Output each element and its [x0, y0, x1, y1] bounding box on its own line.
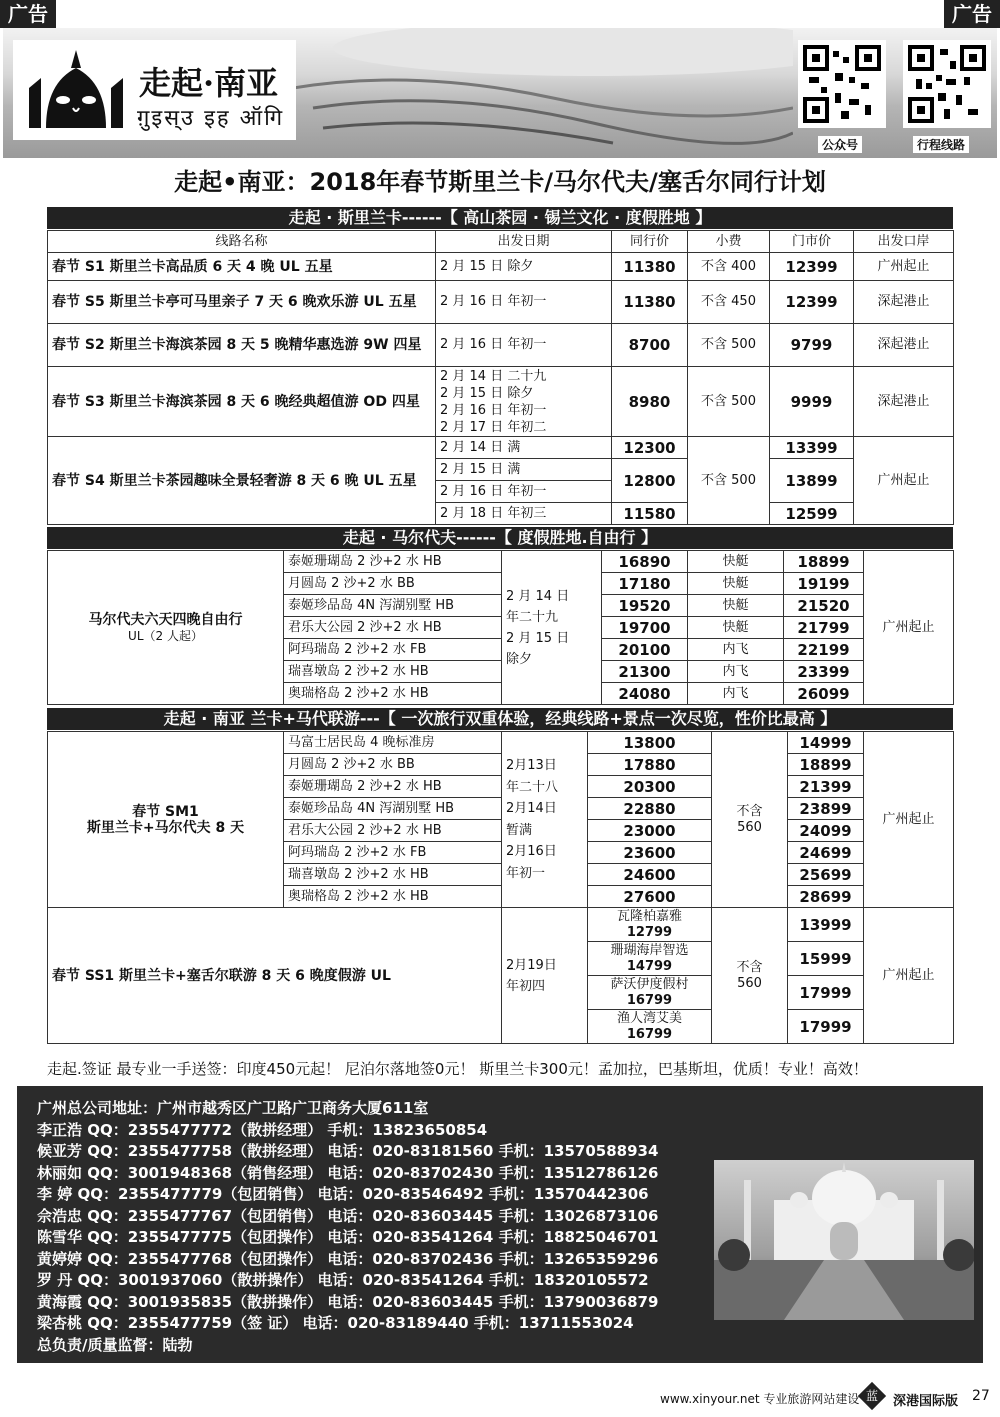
peer-price: 12800 [612, 459, 688, 503]
route-name: 春节 S5 斯里兰卡亭可马里亲子 7 天 6 晚欢乐游 UL 五星 [48, 281, 436, 324]
tip-line: 不含 [736, 959, 763, 975]
date-line: 年初四 [506, 978, 546, 994]
route-name: 春节 S4 斯里兰卡茶园趣味全景轻奢游 8 天 6 晚 UL 五星 [48, 437, 436, 525]
qr-caption-official: 公众号 [818, 136, 862, 153]
column-header: 小费 [688, 231, 770, 253]
qr-code-icon [801, 43, 883, 125]
date-line: 2月16日 [506, 844, 557, 859]
route-name: 春节 S2 斯里兰卡海滨茶园 8 天 5 晚精华惠选游 9W 四星 [48, 324, 436, 367]
qr-caption-routes: 行程线路 [913, 136, 969, 153]
retail-price: 13999 [788, 908, 864, 942]
ad-label-left: 广告 [0, 0, 56, 28]
tip-line: 560 [737, 819, 762, 835]
retail-price: 25699 [788, 864, 864, 886]
departure-date: 2 月 15 日 除夕 [436, 253, 612, 281]
visa-notice: 走起.签证 最专业一手送签：印度450元起！ 尼泊尔落地签0元！ 斯里兰卡300元！孟加拉，巴基斯坦，优质！专业！高效！ [47, 1060, 868, 1078]
contact-person: 李正浩 QQ：2355477772（散拼经理） 手机：13823650854 [37, 1120, 488, 1139]
ad-label-right: 广告 [944, 0, 1000, 28]
island-name: 君乐大公园 2 沙+2 水 HB [284, 820, 502, 842]
section-title-combo: 走起 · 南亚 兰卡+马代联游---【 一次旅行双重体验，经典线路+景点一次尽览，性价比最高 】 [47, 708, 953, 730]
table-row [48, 281, 954, 324]
table-row [48, 732, 954, 754]
departure-date: 2 月 16 日 年初一 [436, 481, 612, 503]
island-name: 泰姬珍品岛 4N 泻湖别墅 HB [284, 595, 502, 617]
departure-date: 2 月 14 日 满 [436, 437, 612, 459]
qr-code-official [798, 40, 886, 128]
footer-site: www.xinyour.net 专业旅游网站建设 [660, 1392, 860, 1406]
logo-char: 蓝 [865, 1388, 879, 1403]
contact-panel [17, 1086, 983, 1363]
peer-price: 20100 [602, 639, 688, 661]
retail-price: 23899 [788, 798, 864, 820]
table-row [48, 324, 954, 367]
retail-price: 13899 [770, 459, 854, 503]
date-line: 2 月 17 日 年初二 [440, 419, 547, 435]
date-line: 2 月 14 日 [506, 588, 570, 604]
retail-price: 24699 [788, 842, 864, 864]
departure-dates [502, 732, 588, 908]
supervisor: 总负责/质量监督：陆勃 [37, 1335, 193, 1354]
date-line: 除夕 [506, 651, 533, 667]
contact-person: 李 婷 QQ：2355477779（包团销售） 电话：020-83546492 手机：13570442306 [37, 1185, 649, 1203]
retail-price: 26099 [784, 683, 864, 705]
peer-price: 8700 [612, 324, 688, 367]
island-name: 瑞喜墩岛 2 沙+2 水 HB [284, 864, 502, 886]
table-row [48, 908, 954, 942]
island-name: 马富士居民岛 4 晚标准房 [284, 732, 502, 754]
contact-person: 陈雪华 QQ：2355477775（包团操作） 电话：020-83541264 手机：18825046701 [37, 1228, 659, 1246]
route-name: 春节 S1 斯里兰卡高品质 6 天 4 晚 UL 五星 [48, 253, 436, 281]
island-name: 月圆岛 2 沙+2 水 BB [284, 573, 502, 595]
date-line: 2月13日 [506, 758, 557, 773]
peer-price: 17880 [588, 754, 712, 776]
route-cell [48, 551, 284, 705]
date-line: 年二十九 [506, 609, 559, 625]
hotel-name: 瓦隆柏嘉雅 [616, 908, 682, 924]
table-row [48, 253, 954, 281]
peer-price: 11580 [612, 503, 688, 525]
retail-price: 13399 [770, 437, 854, 459]
departure-date: 2 月 16 日 年初一 [436, 281, 612, 324]
retail-price: 17999 [788, 1010, 864, 1044]
page-title: 走起•南亚：2018年春节斯里兰卡/马尔代夫/塞舌尔同行计划 [174, 168, 826, 196]
peer-price: 23000 [588, 820, 712, 842]
transfer-type: 快艇 [688, 573, 784, 595]
island-name: 阿玛瑞岛 2 沙+2 水 FB [284, 639, 502, 661]
route-name: 春节 S3 斯里兰卡海滨茶园 8 天 6 晚经典超值游 OD 四星 [48, 367, 436, 437]
date-line: 年二十八 [506, 779, 559, 795]
hotel-cell [588, 908, 712, 942]
retail-price: 28699 [788, 886, 864, 908]
qr-code-routes [903, 40, 991, 128]
section-title-srilanka: 走起 · 斯里兰卡------【 高山茶园 · 锡兰文化 · 度假胜地 】 [47, 207, 953, 229]
tip: 不含 500 [688, 367, 770, 437]
transfer-type: 快艇 [688, 595, 784, 617]
island-name: 泰姬珊瑚岛 2 沙+2 水 HB [284, 551, 502, 573]
peer-price: 16890 [602, 551, 688, 573]
retail-price: 9999 [770, 367, 854, 437]
peer-price: 8980 [612, 367, 688, 437]
route-name-line: 斯里兰卡+马尔代夫 8 天 [86, 819, 245, 836]
peer-price: 16799 [626, 1026, 673, 1042]
route-subtitle: UL（2 人起） [128, 628, 203, 643]
column-header: 门市价 [770, 231, 854, 253]
date-line: 2 月 16 日 年初一 [440, 402, 547, 418]
date-line: 暂满 [506, 822, 533, 838]
retail-price: 21799 [784, 617, 864, 639]
retail-price: 17999 [788, 976, 864, 1010]
peer-price: 11380 [612, 281, 688, 324]
hotel-name: 渔人湾艾美 [616, 1010, 682, 1026]
date-line: 2 月 15 日 除夕 [440, 385, 534, 401]
column-header: 出发口岸 [854, 231, 954, 253]
table-header-row [48, 231, 954, 253]
tip: 不含 400 [688, 253, 770, 281]
departure-port: 广州起止 [854, 437, 954, 525]
tip-cell [712, 908, 788, 1044]
retail-price: 14999 [788, 732, 864, 754]
departure-dates [436, 367, 612, 437]
hotel-name: 萨沃伊度假村 [610, 976, 689, 992]
departure-port: 广州起止 [864, 551, 954, 705]
date-line: 2月14日 [506, 801, 557, 816]
departure-port: 深起港止 [854, 324, 954, 367]
footer-edition: 深港国际版 [893, 1394, 959, 1409]
column-header: 线路名称 [48, 231, 436, 253]
retail-price: 21520 [784, 595, 864, 617]
combo-table [47, 731, 954, 1044]
departure-date: 2 月 15 日 满 [436, 459, 612, 481]
island-name: 奥瑞格岛 2 沙+2 水 HB [284, 886, 502, 908]
contact-person: 候亚芳 QQ：2355477758（散拼经理） 电话：020-83181560 手机：13570588934 [37, 1142, 659, 1160]
contact-person: 罗 丹 QQ：3001937060（散拼操作） 电话：020-83541264 手机：18320105572 [37, 1271, 649, 1289]
transfer-type: 快艇 [688, 617, 784, 639]
diamond-logo-icon [858, 1382, 886, 1410]
tip: 不含 500 [688, 324, 770, 367]
hotel-name: 珊瑚海岸智选 [610, 942, 689, 958]
retail-price: 9799 [770, 324, 854, 367]
contact-list [37, 1098, 658, 1356]
island-name: 君乐大公园 2 沙+2 水 HB [284, 617, 502, 639]
route-cell [48, 732, 284, 908]
tip: 不含 500 [688, 437, 770, 525]
retail-price: 22199 [784, 639, 864, 661]
tip-line: 560 [737, 975, 762, 991]
retail-price: 12399 [770, 253, 854, 281]
peer-price: 12799 [626, 924, 673, 940]
date-line: 2 月 15 日 [506, 630, 570, 646]
transfer-type: 内飞 [688, 639, 784, 661]
retail-price: 18899 [788, 754, 864, 776]
peer-price: 11380 [612, 253, 688, 281]
contact-person: 林丽如 QQ：3001948368（销售经理） 电话：020-83702430 手机：13512786126 [37, 1163, 659, 1182]
qr-code-icon [906, 43, 988, 125]
table-row [48, 437, 954, 459]
route-name-line: 春节 SM1 [132, 803, 199, 820]
transfer-type: 内飞 [688, 683, 784, 705]
island-name: 奥瑞格岛 2 沙+2 水 HB [284, 683, 502, 705]
transfer-type: 快艇 [688, 551, 784, 573]
contact-person: 黄婷婷 QQ：2355477768（包团操作） 电话：020-83702436 手机：13265359296 [37, 1249, 659, 1268]
maldives-table [47, 550, 954, 705]
column-header: 出发日期 [436, 231, 612, 253]
peer-price: 19520 [602, 595, 688, 617]
tip-line: 不含 [736, 803, 763, 819]
page-number: 27 [972, 1388, 990, 1404]
brand-subtitle: ग़ुइस्उ इह ऑगि [137, 106, 285, 131]
tip-cell [712, 732, 788, 908]
peer-price: 14799 [626, 958, 673, 974]
hotel-cell [588, 976, 712, 1010]
departure-port: 深起港止 [854, 281, 954, 324]
peer-price: 16799 [626, 992, 673, 1008]
peer-price: 21300 [602, 661, 688, 683]
island-name: 月圆岛 2 沙+2 水 BB [284, 754, 502, 776]
peer-price: 12300 [612, 437, 688, 459]
contact-person: 佘浩忠 QQ：2355477767（包团销售） 电话：020-83603445 手机：13026873106 [37, 1206, 659, 1225]
company-address: 广州总公司地址：广州市越秀区广卫路广卫商务大厦611室 [37, 1099, 429, 1117]
hotel-cell [588, 942, 712, 976]
departure-port: 广州起止 [864, 732, 954, 908]
contact-person: 黄海霞 QQ：3001935835（散拼操作） 电话：020-83603445 手机：13790036879 [37, 1292, 659, 1311]
tip: 不含 450 [688, 281, 770, 324]
departure-dates [502, 551, 602, 705]
section-title-maldives: 走起 · 马尔代夫------【 度假胜地.自由行 】 [47, 527, 953, 549]
island-name: 瑞喜墩岛 2 沙+2 水 HB [284, 661, 502, 683]
retail-price: 12399 [770, 281, 854, 324]
peer-price: 24600 [588, 864, 712, 886]
banner [3, 28, 997, 158]
brand-logo [13, 40, 296, 140]
hotel-cell [588, 1010, 712, 1044]
contact-person: 梁杏桃 QQ：2355477759（签 证） 电话：020-83189440 手机：13711553024 [37, 1314, 634, 1332]
table-row [48, 367, 954, 437]
island-name: 阿玛瑞岛 2 沙+2 水 FB [284, 842, 502, 864]
peer-price: 20300 [588, 776, 712, 798]
brand-name: 走起·南亚 [139, 64, 279, 102]
retail-price: 15999 [788, 942, 864, 976]
island-name: 泰姬珊瑚岛 2 沙+2 水 HB [284, 776, 502, 798]
retail-price: 19199 [784, 573, 864, 595]
retail-price: 23399 [784, 661, 864, 683]
date-line: 2 月 14 日 二十九 [440, 368, 547, 384]
departure-dates [502, 908, 588, 1044]
table-row [48, 551, 954, 573]
retail-price: 12599 [770, 503, 854, 525]
route-name: 春节 SS1 斯里兰卡+塞舌尔联游 8 天 6 晚度假游 UL [48, 908, 502, 1044]
transfer-type: 内飞 [688, 661, 784, 683]
column-header: 同行价 [612, 231, 688, 253]
srilanka-table [47, 230, 954, 525]
taj-mahal-photo [714, 1160, 974, 1320]
stupa-logo-icon [21, 48, 131, 132]
peer-price: 13800 [588, 732, 712, 754]
route-name: 马尔代夫六天四晚自由行 [88, 611, 243, 628]
retail-price: 24099 [788, 820, 864, 842]
date-line: 年初一 [506, 865, 546, 881]
peer-price: 23600 [588, 842, 712, 864]
date-line: 2月19日 [506, 957, 557, 973]
retail-price: 21399 [788, 776, 864, 798]
departure-port: 广州起止 [854, 253, 954, 281]
departure-port: 深起港止 [854, 367, 954, 437]
departure-date: 2 月 16 日 年初一 [436, 324, 612, 367]
peer-price: 19700 [602, 617, 688, 639]
taj-mahal-image [714, 1160, 974, 1320]
peer-price: 24080 [602, 683, 688, 705]
peer-price: 27600 [588, 886, 712, 908]
retail-price: 18899 [784, 551, 864, 573]
beach-resort-image [293, 28, 793, 158]
departure-date: 2 月 18 日 年初三 [436, 503, 612, 525]
peer-price: 17180 [602, 573, 688, 595]
island-name: 泰姬珍品岛 4N 泻湖别墅 HB [284, 798, 502, 820]
peer-price: 22880 [588, 798, 712, 820]
departure-port: 广州起止 [864, 908, 954, 1044]
